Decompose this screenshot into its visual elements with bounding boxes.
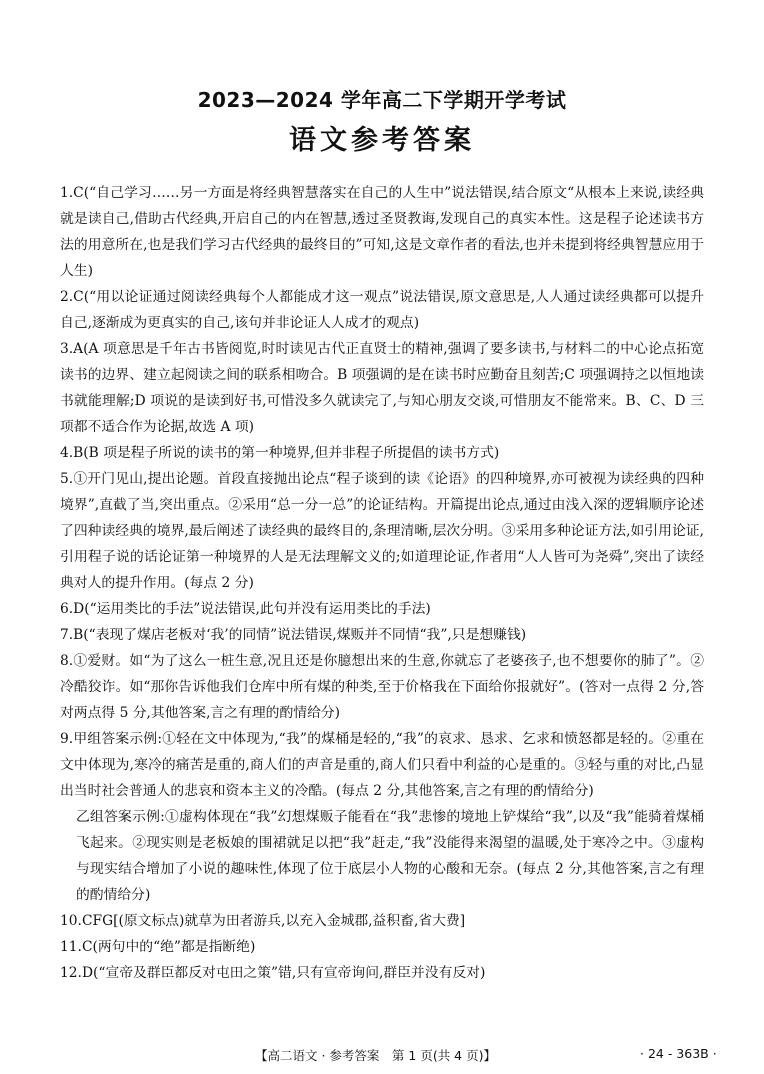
exam-title: 2023—2024 学年高二下学期开学考试 [197, 88, 567, 112]
answer-item-9-group-b: 乙组答案示例:①虚构体现在“我”幻想煤贩子能看在“我”悲惨的境地上铲煤给“我”,以及“我”能骑着煤桶飞起来。②现实则是老板娘的围裙就足以把“我”赶走,“我”没能得来渴望的温暖,处于寒冷之中。③虚构与现实结合增加了小说的趣味性,体现了位于底层小人物的心酸和无奈。(每点 2 分,其他答案,言之有理的酌情给分) [76, 809, 704, 903]
answer-item-6: 6.D(“运用类比的手法”说法错误,此句并没有运用类比的手法) [60, 601, 431, 617]
answer-item-2: 2.C(“用以论证通过阅读经典每个人都能成才这一观点”说法错误,原文意思是,人人通过读经典都可以提升自己,逐渐成为更真实的自己,该句并非论证人人成才的观点) [60, 289, 704, 331]
answer-item-4: 4.B(B 项是程子所说的读书的第一种境界,但并非程子所提倡的读书方式) [60, 445, 500, 461]
answer-item-7: 7.B(“表现了煤店老板对‘我’的同情”说法错误,煤贩并不同情“我”,只是想赚钱) [60, 627, 527, 643]
answer-item-5: 5.①开门见山,提出论题。首段直接抛出论点“程子谈到的读《论语》的四种境界,亦可被视为读经典的四种境界”,直截了当,突出重点。②采用“总一分一总”的论证结构。开篇提出论点,通过由浅入深的逻辑顺序论述了四种读经典的境界,最后阐述了读经典的最终目的,条理清晰,层次分明。③采用多种论证方法,如引用论证,引用程子说的话论证第一种境界的人是无法理解文义的;如道理论证,作者用“人人皆可为尧舜”,突出了读经典对人的提升作用。(每点 2 分) [60, 471, 704, 591]
document-title: 语文参考答案 [289, 125, 475, 156]
answer-item-9-group-a: 9.甲组答案示例:①轻在文中体现为,“我”的煤桶是轻的,“我”的哀求、恳求、乞求和愤怒都是轻的。②重在文中体现为,寒冷的痛苦是重的,商人们的声音是重的,商人们只看中利益的心是重的。③轻与重的对比,凸显出当时社会普通人的悲哀和资本主义的冷酷。(每点 2 分,其他答案,言之有理的酌情给分) [60, 731, 704, 799]
answer-item-8: 8.①爱财。如“为了这么一桩生意,况且还是你臆想出来的生意,你就忘了老婆孩子,也不想要你的肺了”。②冷酷狡诈。如“那你告诉他我们仓库中所有煤的种类,至于价格我在下面给你报就好”。(答对一点得 2 分,答对两点得 5 分,其他答案,言之有理的酌情给分) [60, 653, 704, 721]
answer-item-12: 12.D(“宣帝及群臣都反对屯田之策”错,只有宣帝询问,群臣并没有反对) [60, 965, 486, 981]
footer-page-info: 【高二语文 · 参考答案 第 1 页(共 4 页)】 [255, 1048, 496, 1063]
answer-item-1: 1.C(“自己学习……另一方面是将经典智慧落实在自己的人生中”说法错误,结合原文“从根本上来说,读经典就是读自己,借助古代经典,开启自己的内在智慧,透过圣贤教诲,发现自己的真实本性。这是程子论述读书方法的用意所在,也是我们学习古代经典的最终目的”可知,这是文章作者的看法,也并未提到将经典智慧应用于人生) [60, 185, 704, 279]
answer-item-11: 11.C(两句中的“绝”都是指断绝) [60, 939, 256, 955]
footer-doc-code: · 24 - 363B · [640, 1046, 717, 1061]
answer-list [60, 180, 704, 986]
answer-item-10: 10.CFG[(原文标点)就草为田者游兵,以充入金城郡,益积畜,省大费] [60, 913, 466, 929]
answer-item-3: 3.A(A 项意思是千年古书皆阅览,时时读见古代正直贤士的精神,强调了要多读书,与材料二的中心论点拓宽读书的边界、建立起阅读之间的联系相吻合。B 项强调的是在读书时应勤奋且刻苦;C 项强调持之以恒地读书就能理解;D 项说的是读到好书,可惜没多久就读完了,与知心朋友交谈,可惜朋友不能常来。B、C、D 三项都不适合作为论据,故选 A 项) [60, 341, 704, 435]
